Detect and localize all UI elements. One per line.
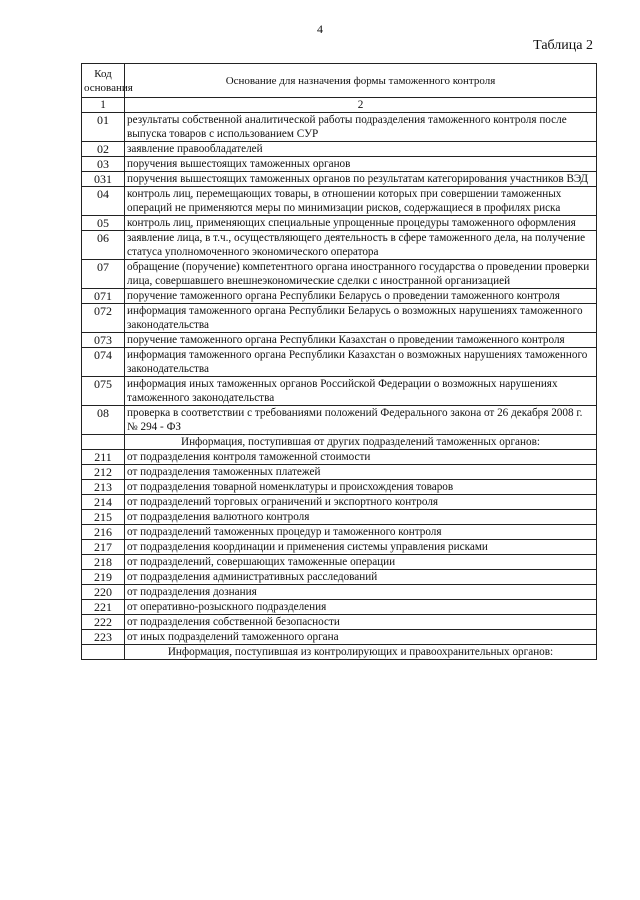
row-basis-text: заявление правообладателей <box>125 142 597 157</box>
row-basis-text: поручения вышестоящих таможенных органов по результатам категорирования участников ВЭД <box>125 172 597 187</box>
table-row <box>82 142 597 157</box>
row-code: 220 <box>82 585 125 600</box>
row-code: 071 <box>82 289 125 304</box>
row-basis-text: информация иных таможенных органов Российской Федерации о возможных нарушениях таможенного законодательства <box>125 377 597 406</box>
row-basis-text: от иных подразделений таможенного органа <box>125 630 597 645</box>
column-index-row <box>82 98 597 113</box>
row-basis-text: от подразделения контроля таможенной стоимости <box>125 450 597 465</box>
row-basis-text: информация таможенного органа Республики Казахстан о возможных нарушениях таможенного законодательства <box>125 348 597 377</box>
table-row <box>82 630 597 645</box>
row-code: 08 <box>82 406 125 435</box>
row-code: 218 <box>82 555 125 570</box>
row-basis-text: от подразделения товарной номенклатуры и происхождения товаров <box>125 480 597 495</box>
row-code: 02 <box>82 142 125 157</box>
row-code: 223 <box>82 630 125 645</box>
table-row <box>82 615 597 630</box>
section-row <box>82 435 597 450</box>
row-basis-text: от подразделения координации и применения системы управления рисками <box>125 540 597 555</box>
table-row <box>82 585 597 600</box>
row-code: 03 <box>82 157 125 172</box>
row-code: 07 <box>82 260 125 289</box>
row-code: 216 <box>82 525 125 540</box>
basis-codes-table <box>81 63 597 660</box>
table-row <box>82 540 597 555</box>
row-basis-text: от подразделения собственной безопасности <box>125 615 597 630</box>
table-row <box>82 406 597 435</box>
table-row <box>82 333 597 348</box>
row-code: 073 <box>82 333 125 348</box>
row-code: 01 <box>82 113 125 142</box>
section-row <box>82 645 597 660</box>
row-basis-text: от подразделения административных расследований <box>125 570 597 585</box>
table-title: Таблица 2 <box>533 38 593 53</box>
table-header-row <box>82 64 597 98</box>
row-code: 031 <box>82 172 125 187</box>
row-code <box>82 435 125 450</box>
row-basis-text: от подразделений таможенных процедур и таможенного контроля <box>125 525 597 540</box>
row-code: 213 <box>82 480 125 495</box>
row-code: 222 <box>82 615 125 630</box>
header-basis: Основание для назначения формы таможенного контроля <box>125 64 597 98</box>
table-row <box>82 555 597 570</box>
row-code: 075 <box>82 377 125 406</box>
row-basis-text: заявление лица, в т.ч., осуществляющего деятельность в сфере таможенного дела, на получение статуса уполномоченного экономического оператора <box>125 231 597 260</box>
row-basis-text: от подразделений торговых ограничений и экспортного контроля <box>125 495 597 510</box>
table-row <box>82 377 597 406</box>
table-row <box>82 304 597 333</box>
table-row <box>82 495 597 510</box>
table-row <box>82 465 597 480</box>
row-basis-text: от оперативно-розыскного подразделения <box>125 600 597 615</box>
row-basis-text: результаты собственной аналитической работы подразделения таможенного контроля после выпуска товаров с использованием СУР <box>125 113 597 142</box>
row-code: 211 <box>82 450 125 465</box>
row-basis-text: от подразделения дознания <box>125 585 597 600</box>
header-code: Код основания <box>82 64 125 98</box>
row-code: 219 <box>82 570 125 585</box>
row-basis-text: Информация, поступившая от других подразделений таможенных органов: <box>125 435 597 450</box>
table-row <box>82 172 597 187</box>
row-code: 04 <box>82 187 125 216</box>
row-basis-text: Информация, поступившая из контролирующих и правоохранительных органов: <box>125 645 597 660</box>
table-row <box>82 113 597 142</box>
column-index-basis: 2 <box>125 98 597 113</box>
row-basis-text: контроль лиц, перемещающих товары, в отношении которых при совершении таможенных операций не применяются меры по минимизации рисков, содержащиеся в профилях риска <box>125 187 597 216</box>
row-basis-text: от подразделения валютного контроля <box>125 510 597 525</box>
table-row <box>82 157 597 172</box>
table-row <box>82 510 597 525</box>
row-basis-text: контроль лиц, применяющих специальные упрощенные процедуры таможенного оформления <box>125 216 597 231</box>
row-basis-text: обращение (поручение) компетентного органа иностранного государства о проведении проверки лица, совершавшего внешнеэкономические сделки с иностранной организацией <box>125 260 597 289</box>
row-code: 214 <box>82 495 125 510</box>
row-code: 074 <box>82 348 125 377</box>
row-code: 072 <box>82 304 125 333</box>
table-row <box>82 480 597 495</box>
row-code: 217 <box>82 540 125 555</box>
row-code: 212 <box>82 465 125 480</box>
row-code: 06 <box>82 231 125 260</box>
table-row <box>82 216 597 231</box>
row-basis-text: проверка в соответствии с требованиями положений Федерального закона от 26 декабря 2008 г. № 294 - ФЗ <box>125 406 597 435</box>
row-code: 221 <box>82 600 125 615</box>
row-code: 05 <box>82 216 125 231</box>
table-row <box>82 570 597 585</box>
page-number: 4 <box>317 22 323 36</box>
table-row <box>82 289 597 304</box>
table-row <box>82 525 597 540</box>
row-basis-text: поручения вышестоящих таможенных органов <box>125 157 597 172</box>
row-code <box>82 645 125 660</box>
row-code: 215 <box>82 510 125 525</box>
row-basis-text: от подразделения таможенных платежей <box>125 465 597 480</box>
row-basis-text: поручение таможенного органа Республики Казахстан о проведении таможенного контроля <box>125 333 597 348</box>
table-row <box>82 600 597 615</box>
table-row <box>82 348 597 377</box>
column-index-code: 1 <box>82 98 125 113</box>
row-basis-text: от подразделений, совершающих таможенные операции <box>125 555 597 570</box>
row-basis-text: поручение таможенного органа Республики Беларусь о проведении таможенного контроля <box>125 289 597 304</box>
table-row <box>82 231 597 260</box>
table-row <box>82 187 597 216</box>
row-basis-text: информация таможенного органа Республики Беларусь о возможных нарушениях таможенного законодательства <box>125 304 597 333</box>
table-row <box>82 260 597 289</box>
table-row <box>82 450 597 465</box>
